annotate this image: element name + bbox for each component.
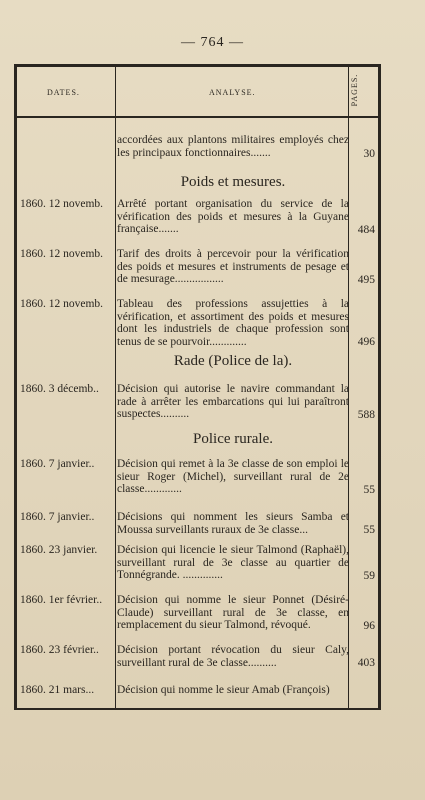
entry-date: 1860. 12 novemb. (20, 198, 104, 210)
entry-date: 1860. 21 mars... (20, 684, 95, 696)
entry-text: Décision qui autorise le navire commandant la rade à arrêter les embarcations qui lui paraîtront suspectes.......... (117, 383, 349, 420)
header-pages: PAGES. (350, 73, 359, 107)
entry-text: Décisions qui nomment les sieurs Samba et Moussa surveillants ruraux de 3e classe... (117, 511, 349, 536)
section-heading: Rade (Police de la). (173, 353, 293, 369)
entry-page: 55 (363, 484, 375, 496)
section-heading: Police rurale. (193, 431, 273, 447)
entry-page: 495 (357, 274, 375, 286)
entry-date: 1860. 23 février.. (20, 644, 99, 656)
entry-date: 1860. 12 novemb. (20, 248, 104, 260)
entry-page: 403 (357, 657, 375, 669)
entry-page: 588 (357, 409, 375, 421)
table-bottom-rule (14, 708, 381, 713)
entry-page: 30 (363, 148, 375, 160)
entry-text: Tableau des professions assujetties à la vérification, et assortiment des poids et mesures dont les industriels de chaque profession sont tenus de se pourvoir............. (117, 298, 349, 348)
section-heading: Poids et mesures. (180, 174, 286, 190)
entry-page: 496 (357, 336, 375, 348)
entry-date: 1860. 7 janvier.. (20, 458, 95, 470)
entry-date: 1860. 3 décemb.. (20, 383, 99, 395)
entry-page: 59 (363, 570, 375, 582)
entry-page: 96 (363, 620, 375, 632)
entry-text: accordées aux plantons militaires employés chez les principaux fonctionnaires....... (117, 134, 349, 159)
entry-date: 1860. 1er février.. (20, 594, 103, 606)
entry-date: 1860. 7 janvier.. (20, 511, 95, 523)
entry-text: Décision qui licencie le sieur Talmond (Raphaël), surveillant rural de 3e classe au quartier de Tonnégrande. .............. (117, 544, 349, 581)
entry-text: Décision qui remet à la 3e classe de son emploi le sieur Roger (Michel), surveillant rural de 2e classe............. (117, 458, 349, 495)
entry-date: 1860. 12 novemb. (20, 298, 104, 310)
entry-date: 1860. 23 janvier. (20, 544, 98, 556)
table-header (14, 64, 381, 118)
header-analyse: ANALYSE. (209, 88, 256, 97)
entry-page: 55 (363, 524, 375, 536)
entry-text: Décision qui nomme le sieur Amab (François) (117, 684, 330, 696)
entry-page: 484 (357, 224, 375, 236)
entry-text: Décision portant révocation du sieur Caly, surveillant rural de 3e classe.......... (117, 644, 349, 669)
entry-text: Décision qui nomme le sieur Ponnet (Désiré-Claude) surveillant rural de 3e classe, en remplacement du sieur Talmond, révoqué. (117, 594, 349, 631)
column-divider-dates (115, 64, 116, 710)
entry-text: Arrêté portant organisation du service de la vérification des poids et mesures à la Guyane française....... (117, 198, 349, 235)
header-dates: DATES. (47, 88, 80, 97)
page-number: — 764 — (181, 35, 244, 50)
entry-text: Tarif des droits à percevoir pour la vérification des poids et mesures et instruments de pesage et de mesurage................. (117, 248, 349, 285)
